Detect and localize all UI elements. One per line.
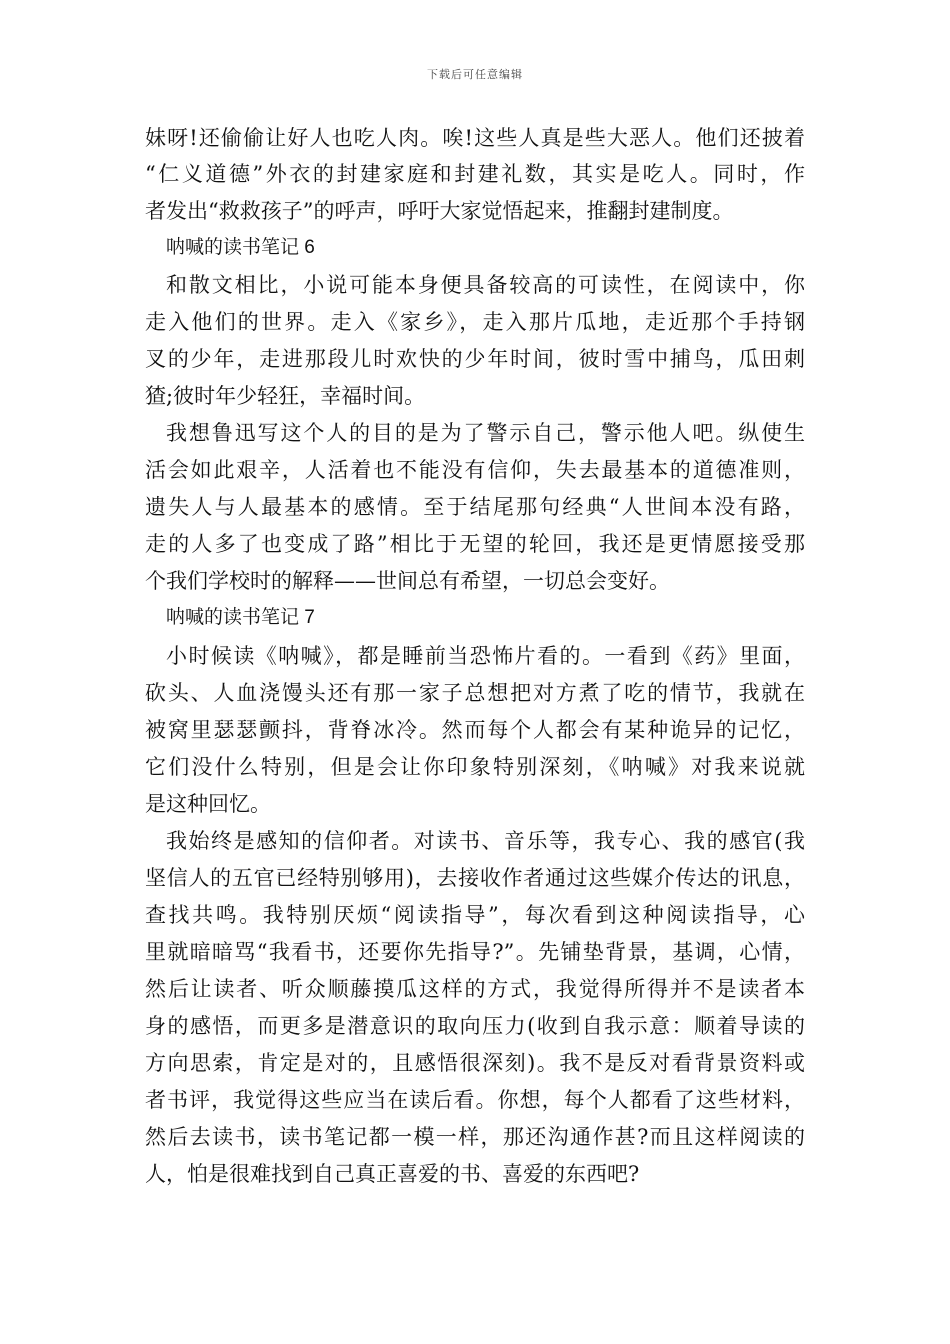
page-header: 下载后可任意编辑	[427, 68, 523, 81]
body-line: 我始终是感知的信仰者。对读书、音乐等，我专心、我的感官(我	[166, 829, 805, 853]
body-line: 走入他们的世界。走入《家乡》，走入那片瓜地，走近那个手持钢	[145, 310, 805, 334]
body-line: 查找共鸣。我特别厌烦“阅读指导”，每次看到这种阅读指导，心	[145, 903, 805, 927]
body-line: 人，怕是很难找到自己真正喜爱的书、喜爱的东西吧?	[145, 1162, 640, 1186]
body-line: 和散文相比，小说可能本身便具备较高的可读性，在阅读中，你	[166, 273, 805, 297]
body-line: 然后去读书，读书笔记都一模一样，那还沟通作甚?而且这样阅读的	[145, 1125, 805, 1149]
body-line: 小时候读《呐喊》，都是睡前当恐怖片看的。一看到《药》里面，	[166, 644, 805, 668]
body-line: 方向思索，肯定是对的，且感悟很深刻)。我不是反对看背景资料或	[145, 1051, 805, 1075]
body-line: 遗失人与人最基本的感情。至于结尾那句经典“人世间本没有路，	[145, 495, 805, 519]
body-line: 里就暗暗骂“我看书，还要你先指导?”。先铺垫背景，基调，心情，	[145, 940, 805, 964]
body-line: 身的感悟，而更多是潜意识的取向压力(收到自我示意：顺着导读的	[145, 1014, 805, 1038]
body-line: 妹呀!还偷偷让好人也吃人肉。唉!这些人真是些大恶人。他们还披着	[145, 126, 805, 150]
body-line: 是这种回忆。	[145, 792, 271, 816]
body-line: “仁义道德”外衣的封建家庭和封建礼数，其实是吃人。同时，作	[145, 162, 805, 186]
body-line: 走的人多了也变成了路”相比于无望的轮回，我还是更情愿接受那	[145, 532, 805, 556]
body-line: 者发出“救救孩子”的呼声，呼吁大家觉悟起来，推翻封建制度。	[145, 199, 734, 223]
body-line: 我想鲁迅写这个人的目的是为了警示自己，警示他人吧。纵使生	[166, 421, 805, 445]
section-heading-6: 呐喊的读书笔记 6	[166, 237, 315, 258]
body-line: 坚信人的五官已经特别够用)，去接收作者通过这些媒介传达的讯息，	[145, 866, 805, 890]
body-line: 然后让读者、听众顺藤摸瓜这样的方式，我觉得所得并不是读者本	[145, 977, 805, 1001]
body-line: 者书评，我觉得这些应当在读后看。你想，每个人都看了这些材料，	[145, 1088, 805, 1112]
body-line: 个我们学校时的解释——世间总有希望，一切总会变好。	[145, 569, 670, 593]
body-line: 被窝里瑟瑟颤抖，背脊冰冷。然而每个人都会有某种诡异的记忆，	[145, 718, 805, 742]
section-heading-7: 呐喊的读书笔记 7	[166, 607, 315, 628]
body-line: 活会如此艰辛，人活着也不能没有信仰，失去最基本的道德准则，	[145, 458, 805, 482]
body-line: 猹;彼时年少轻狂，幸福时间。	[145, 384, 426, 408]
body-line: 砍头、人血浇馒头还有那一家子总想把对方煮了吃的情节，我就在	[145, 681, 805, 705]
body-line: 它们没什么特别，但是会让你印象特别深刻，《呐喊》对我来说就	[145, 755, 805, 779]
body-line: 叉的少年，走进那段儿时欢快的少年时间，彼时雪中捕鸟，瓜田刺	[145, 347, 805, 371]
